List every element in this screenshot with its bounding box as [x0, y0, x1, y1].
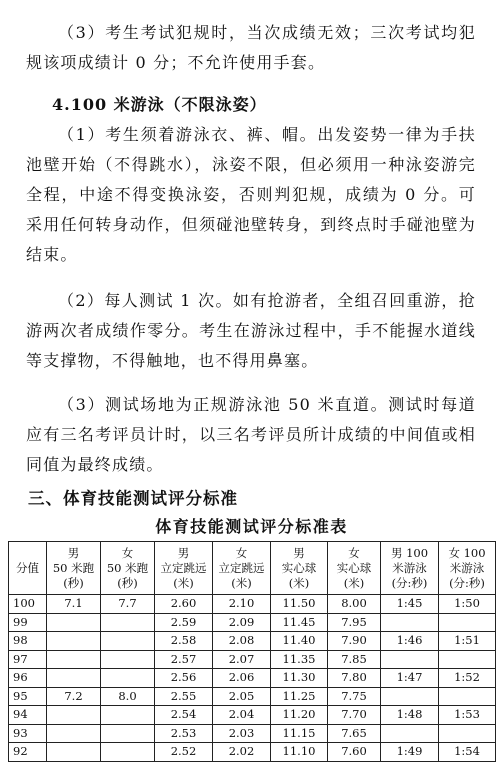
table-cell: 2.07	[213, 650, 271, 669]
score-cell: 96	[9, 669, 47, 688]
rule-paragraph-swim-venue: （3）测试场地为正规游泳池 50 米直道。测试时每道应有三名考评员计时，以三名考评员所计成绩的中间值或相同值为最终成绩。	[26, 395, 476, 474]
table-cell	[47, 650, 101, 669]
table-cell	[381, 724, 439, 743]
table-cell: 1:50	[439, 595, 496, 614]
score-cell: 92	[9, 743, 47, 762]
table-cell	[101, 743, 155, 762]
table-cell	[47, 743, 101, 762]
table-cell	[47, 613, 101, 632]
table-cell: 2.53	[155, 724, 213, 743]
column-header-line: (米)	[231, 575, 252, 590]
column-header-line: 男 100	[390, 545, 429, 560]
column-header-line: 男	[67, 545, 80, 560]
table-cell: 2.56	[155, 669, 213, 688]
table-title: 体育技能测试评分标准表	[155, 517, 348, 536]
column-header-line: 米游泳	[449, 560, 485, 575]
score-cell: 100	[9, 595, 47, 614]
column-header	[381, 542, 439, 595]
table-cell	[439, 650, 496, 669]
column-header-line: (米)	[343, 575, 365, 590]
table-cell: 11.30	[271, 669, 328, 688]
table-cell	[47, 632, 101, 651]
table-cell	[381, 650, 439, 669]
table-cell: 7.85	[328, 650, 381, 669]
column-header-line: 50 米跑	[106, 560, 149, 575]
table-cell: 7.80	[328, 669, 381, 688]
table-cell: 2.09	[213, 613, 271, 632]
column-header	[101, 542, 155, 595]
column-header-line: (秒)	[63, 575, 84, 590]
table-cell: 7.2	[47, 687, 101, 706]
column-header	[155, 542, 213, 595]
table-cell	[101, 706, 155, 725]
column-header-line: (分:秒)	[449, 575, 485, 590]
table-cell: 2.55	[155, 687, 213, 706]
column-header-line: (秒)	[117, 575, 138, 590]
table-cell	[101, 669, 155, 688]
column-header-line: 实心球	[281, 560, 317, 575]
column-header-line: 女 100	[448, 545, 486, 560]
table-cell	[381, 613, 439, 632]
column-header	[47, 542, 101, 595]
column-header	[9, 542, 47, 595]
table-cell: 1:51	[439, 632, 496, 651]
table-row	[9, 595, 496, 614]
score-cell: 98	[9, 632, 47, 651]
table-cell: 1:54	[439, 743, 496, 762]
table-cell: 11.50	[271, 595, 328, 614]
table-cell: 2.52	[155, 743, 213, 762]
table-cell: 1:48	[381, 706, 439, 725]
score-cell: 99	[9, 613, 47, 632]
column-header-line: (分:秒)	[391, 575, 428, 590]
table-body	[9, 595, 496, 762]
table-cell: 1:53	[439, 706, 496, 725]
table-cell: 2.02	[213, 743, 271, 762]
table-cell: 7.1	[47, 595, 101, 614]
column-header-line: 立定跳远	[160, 560, 207, 575]
table-row	[9, 632, 496, 651]
rule-paragraph-gloves: （3）考生考试犯规时，当次成绩无效；三次考试均犯规该项成绩计 0 分；不允许使用手套。	[26, 23, 476, 72]
table-cell	[101, 613, 155, 632]
table-cell: 11.10	[271, 743, 328, 762]
table-cell: 11.20	[271, 706, 328, 725]
column-header	[213, 542, 271, 595]
table-cell: 2.54	[155, 706, 213, 725]
table-row	[9, 650, 496, 669]
rule-paragraph-swim-attire: （1）考生须着游泳衣、裤、帽。出发姿势一律为手扶池壁开始（不得跳水），泳姿不限，但必须用一种泳姿游完全程，中途不得变换泳姿，否则判犯规，成绩为 0 分。可采用任何转身动作，但须碰池壁转身，到终点时手碰池壁为结束。	[26, 125, 476, 264]
table-cell	[47, 706, 101, 725]
table-cell: 2.60	[155, 595, 213, 614]
table-row	[9, 706, 496, 725]
table-cell	[439, 687, 496, 706]
score-cell: 95	[9, 687, 47, 706]
table-cell: 7.95	[328, 613, 381, 632]
table-cell	[101, 650, 155, 669]
table-row	[9, 743, 496, 762]
table-cell: 2.04	[213, 706, 271, 725]
table-cell: 11.25	[271, 687, 328, 706]
table-cell	[47, 669, 101, 688]
table-cell: 2.10	[213, 595, 271, 614]
column-header-line: 女	[235, 545, 248, 560]
table-cell: 7.90	[328, 632, 381, 651]
column-header-line: 实心球	[336, 560, 372, 575]
table-cell: 11.35	[271, 650, 328, 669]
table-cell: 2.57	[155, 650, 213, 669]
table-cell: 7.60	[328, 743, 381, 762]
column-header-line: 男	[293, 545, 305, 560]
table-cell: 8.0	[101, 687, 155, 706]
column-header-line: 女	[121, 545, 134, 560]
column-header-line: 米游泳	[392, 560, 427, 575]
table-cell: 1:47	[381, 669, 439, 688]
table-cell: 2.59	[155, 613, 213, 632]
scoring-table	[8, 541, 496, 762]
column-header	[271, 542, 328, 595]
table-cell	[101, 724, 155, 743]
column-header-line: 女	[348, 545, 360, 560]
table-cell: 7.65	[328, 724, 381, 743]
column-header	[328, 542, 381, 595]
table-cell: 11.40	[271, 632, 328, 651]
column-header-line: 50 米跑	[52, 560, 95, 575]
table-cell	[439, 724, 496, 743]
table-cell: 11.45	[271, 613, 328, 632]
table-cell: 8.00	[328, 595, 381, 614]
column-header-line: 男	[177, 545, 190, 560]
table-cell: 1:46	[381, 632, 439, 651]
table-cell: 2.08	[213, 632, 271, 651]
rule-paragraph-swim-attempts: （2）每人测试 1 次。如有抢游者，全组召回重游，抢游两次者成绩作零分。考生在游泳过程中，手不能握水道线等支撑物，不得触地，也不得用鼻塞。	[26, 291, 476, 370]
table-row	[9, 613, 496, 632]
table-cell: 7.70	[328, 706, 381, 725]
score-cell: 94	[9, 706, 47, 725]
table-cell: 7.7	[101, 595, 155, 614]
table-row	[9, 724, 496, 743]
table-header	[9, 542, 496, 595]
column-header-line: (米)	[173, 575, 194, 590]
subsection-heading-swimming: 4.100 米游泳（不限泳姿）	[52, 95, 267, 114]
score-cell: 93	[9, 724, 47, 743]
column-header-line: 立定跳远	[218, 560, 265, 575]
table-row	[9, 669, 496, 688]
table-cell: 7.75	[328, 687, 381, 706]
table-cell: 2.06	[213, 669, 271, 688]
table-cell: 11.15	[271, 724, 328, 743]
table-cell: 1:52	[439, 669, 496, 688]
table-cell: 2.58	[155, 632, 213, 651]
score-cell: 97	[9, 650, 47, 669]
table-cell	[47, 724, 101, 743]
table-row	[9, 687, 496, 706]
column-header	[439, 542, 496, 595]
table-cell: 2.03	[213, 724, 271, 743]
table-cell: 2.05	[213, 687, 271, 706]
table-cell	[101, 632, 155, 651]
section-heading-scoring: 三、体育技能测试评分标准	[28, 489, 238, 508]
column-header-line: (米)	[288, 575, 310, 590]
column-header-line: 分值	[16, 560, 39, 575]
table-cell	[381, 687, 439, 706]
table-cell: 1:49	[381, 743, 439, 762]
table-cell: 1:45	[381, 595, 439, 614]
table-cell	[439, 613, 496, 632]
